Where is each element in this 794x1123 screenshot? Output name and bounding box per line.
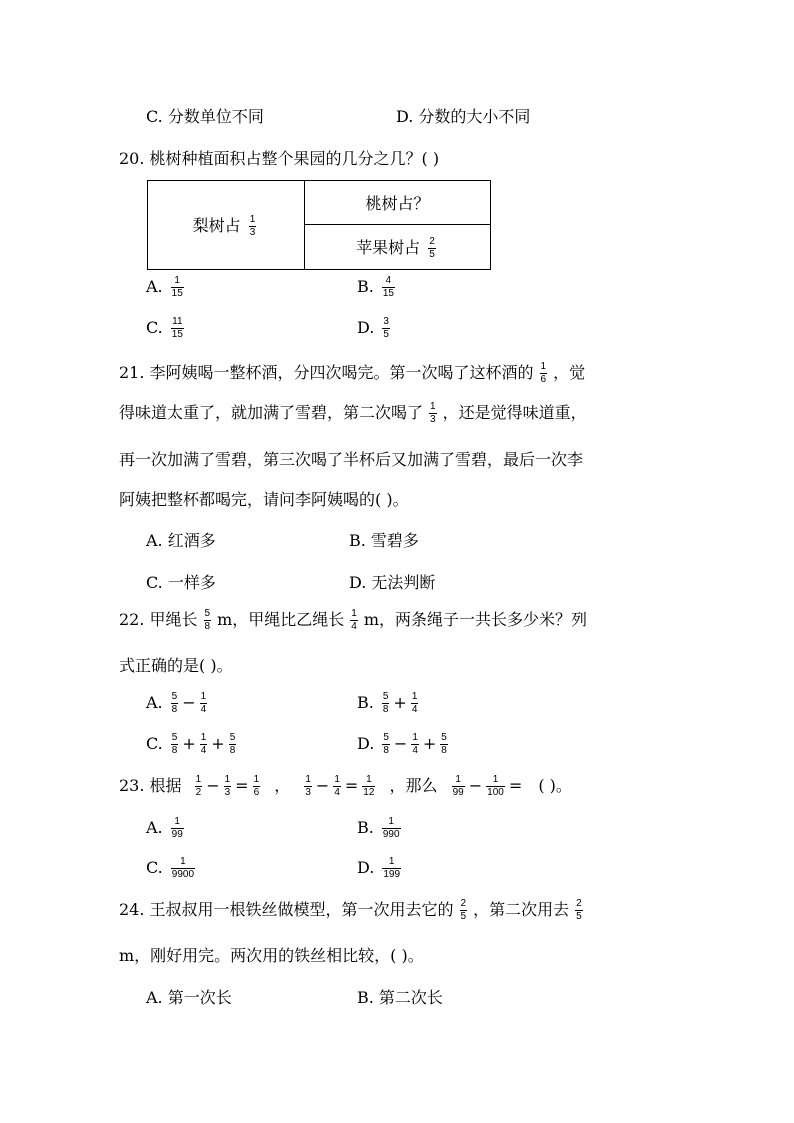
q21-option-b: B. 雪碧多	[349, 531, 419, 550]
pear-fraction: $\frac{1}{3}$	[249, 213, 256, 238]
fruit-area-table	[147, 180, 491, 270]
peach-cell	[305, 181, 491, 225]
q24-option-a: A. 第一次长	[146, 988, 232, 1007]
q21-line-3: 再一次加满了雪碧，第三次喝了半杯后又加满了雪碧，最后一次李	[119, 450, 584, 469]
q22-option-a: A. $\frac{5}{8}$ − $\frac{1}{4}$	[146, 691, 207, 715]
q22-option-d: D. $\frac{5}{8}$ − $\frac{1}{4}$ + $\frac{5}{8}$	[357, 732, 447, 756]
q22-line-1: 22. 甲绳长 $\frac{5}{8}$ m，甲绳比乙绳长 $\frac{1}{4}$ m，两条绳子一共长多少米？列	[119, 608, 588, 632]
q20-option-a: A. $\frac{1}{15}$	[146, 275, 183, 299]
q21-option-a: A. 红酒多	[146, 531, 216, 550]
pear-label: 梨树占	[192, 215, 241, 235]
q24-line-1: 24. 王叔叔用一根铁丝做模型，第一次用去它的 $\frac{2}{5}$ ，第二次用去 $\frac{2}{5}$	[119, 898, 582, 922]
apple-fraction: $\frac{2}{5}$	[429, 235, 435, 260]
apple-cell	[305, 225, 491, 270]
q22-option-b: B. $\frac{5}{8}$ + $\frac{1}{4}$	[357, 691, 418, 715]
q21-option-c: C. 一样多	[146, 573, 216, 592]
q21-line-2: 得味道太重了，就加满了雪碧，第二次喝了 $\frac{1}{3}$ ，还是觉得味道重，	[119, 401, 587, 425]
q23-option-c: C. $\frac{1}{9900}$	[146, 856, 195, 880]
apple-label: 苹果树占	[356, 237, 421, 257]
q20-option-c: C. $\frac{11}{15}$	[146, 316, 183, 340]
peach-label: 桃树占？	[365, 194, 430, 213]
q20-option-b: B. $\frac{4}{15}$	[357, 275, 394, 299]
q23-option-a: A. $\frac{1}{99}$	[146, 816, 183, 840]
q23-option-b: B. $\frac{1}{990}$	[357, 816, 400, 840]
q19-option-c: C. 分数单位不同	[146, 107, 264, 126]
q20-option-d: D. $\frac{3}{5}$	[357, 316, 389, 340]
q23-option-d: D. $\frac{1}{199}$	[357, 856, 401, 880]
q21-option-d: D. 无法判断	[349, 573, 436, 592]
q24-line-2: m，刚好用完。两次用的铁丝相比较，( )。	[119, 946, 424, 965]
pear-cell	[148, 181, 305, 270]
q24-option-b: B. 第二次长	[357, 988, 443, 1007]
q23-stem: 23. 根据 $\frac{1}{2}$ − $\frac{1}{3}$ = $\frac{1}{6}$ ， $\frac{1}{3}$ − $\frac{1}{4}$ = $\frac{1}{12}$ ，那么 $\frac{1}{99}$ − $\frac{1}{100}$ = ( )。	[119, 774, 572, 798]
q22-option-c: C. $\frac{5}{8}$ + $\frac{1}{4}$ + $\frac{5}{8}$	[146, 732, 236, 756]
q21-line-4: 阿姨把整杯都喝完，请问李阿姨喝的( )。	[119, 490, 409, 509]
q19-option-d: D. 分数的大小不同	[396, 107, 531, 126]
q22-line-2: 式正确的是( )。	[119, 656, 233, 675]
q21-line-1: 21. 李阿姨喝一整杯酒，分四次喝完。第一次喝了这杯酒的 $\frac{1}{6}$ ，觉	[119, 361, 586, 385]
q20-stem: 20. 桃树种植面积占整个果园的几分之几？( )	[119, 149, 440, 168]
